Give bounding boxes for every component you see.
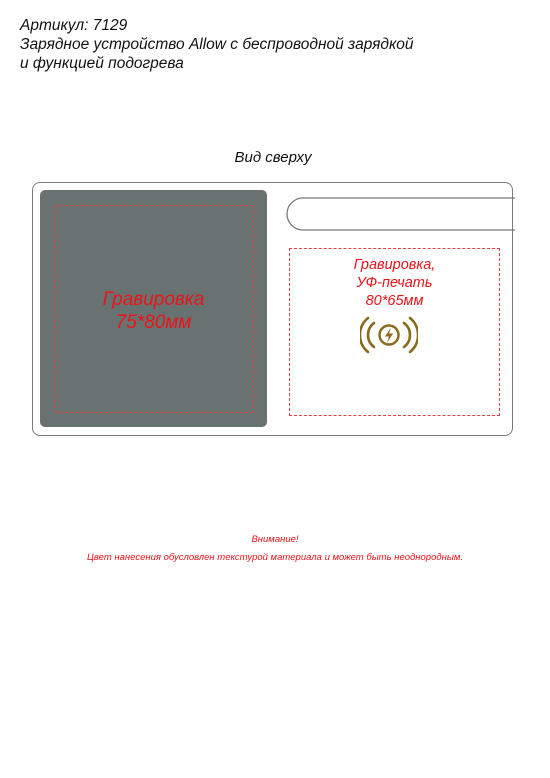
- engraving-label-line1: Гравировка: [102, 289, 205, 310]
- header: [20, 16, 540, 73]
- uv-label-line2: УФ-печать: [356, 275, 433, 291]
- product-title-line2: и функцией подогрева: [20, 55, 184, 72]
- wireless-charging-icon: [360, 314, 418, 356]
- uv-print-area-label: [289, 256, 500, 310]
- uv-label-line3: 80*65мм: [365, 293, 424, 309]
- product-title-line1: Зарядное устройство Allow с беспроводной зарядкой: [20, 36, 414, 53]
- phone-slot: [286, 197, 516, 231]
- engraving-area-label: [40, 288, 267, 334]
- notice-text: Цвет нанесения обусловлен текстурой материала и может быть неоднородным.: [87, 552, 463, 563]
- article-number: Артикул: 7129: [20, 17, 128, 34]
- notice-heading: Внимание!: [251, 534, 299, 545]
- view-label: Вид сверху: [234, 149, 312, 166]
- engraving-label-line2: 75*80мм: [115, 312, 192, 333]
- uv-label-line1: Гравировка,: [353, 257, 436, 273]
